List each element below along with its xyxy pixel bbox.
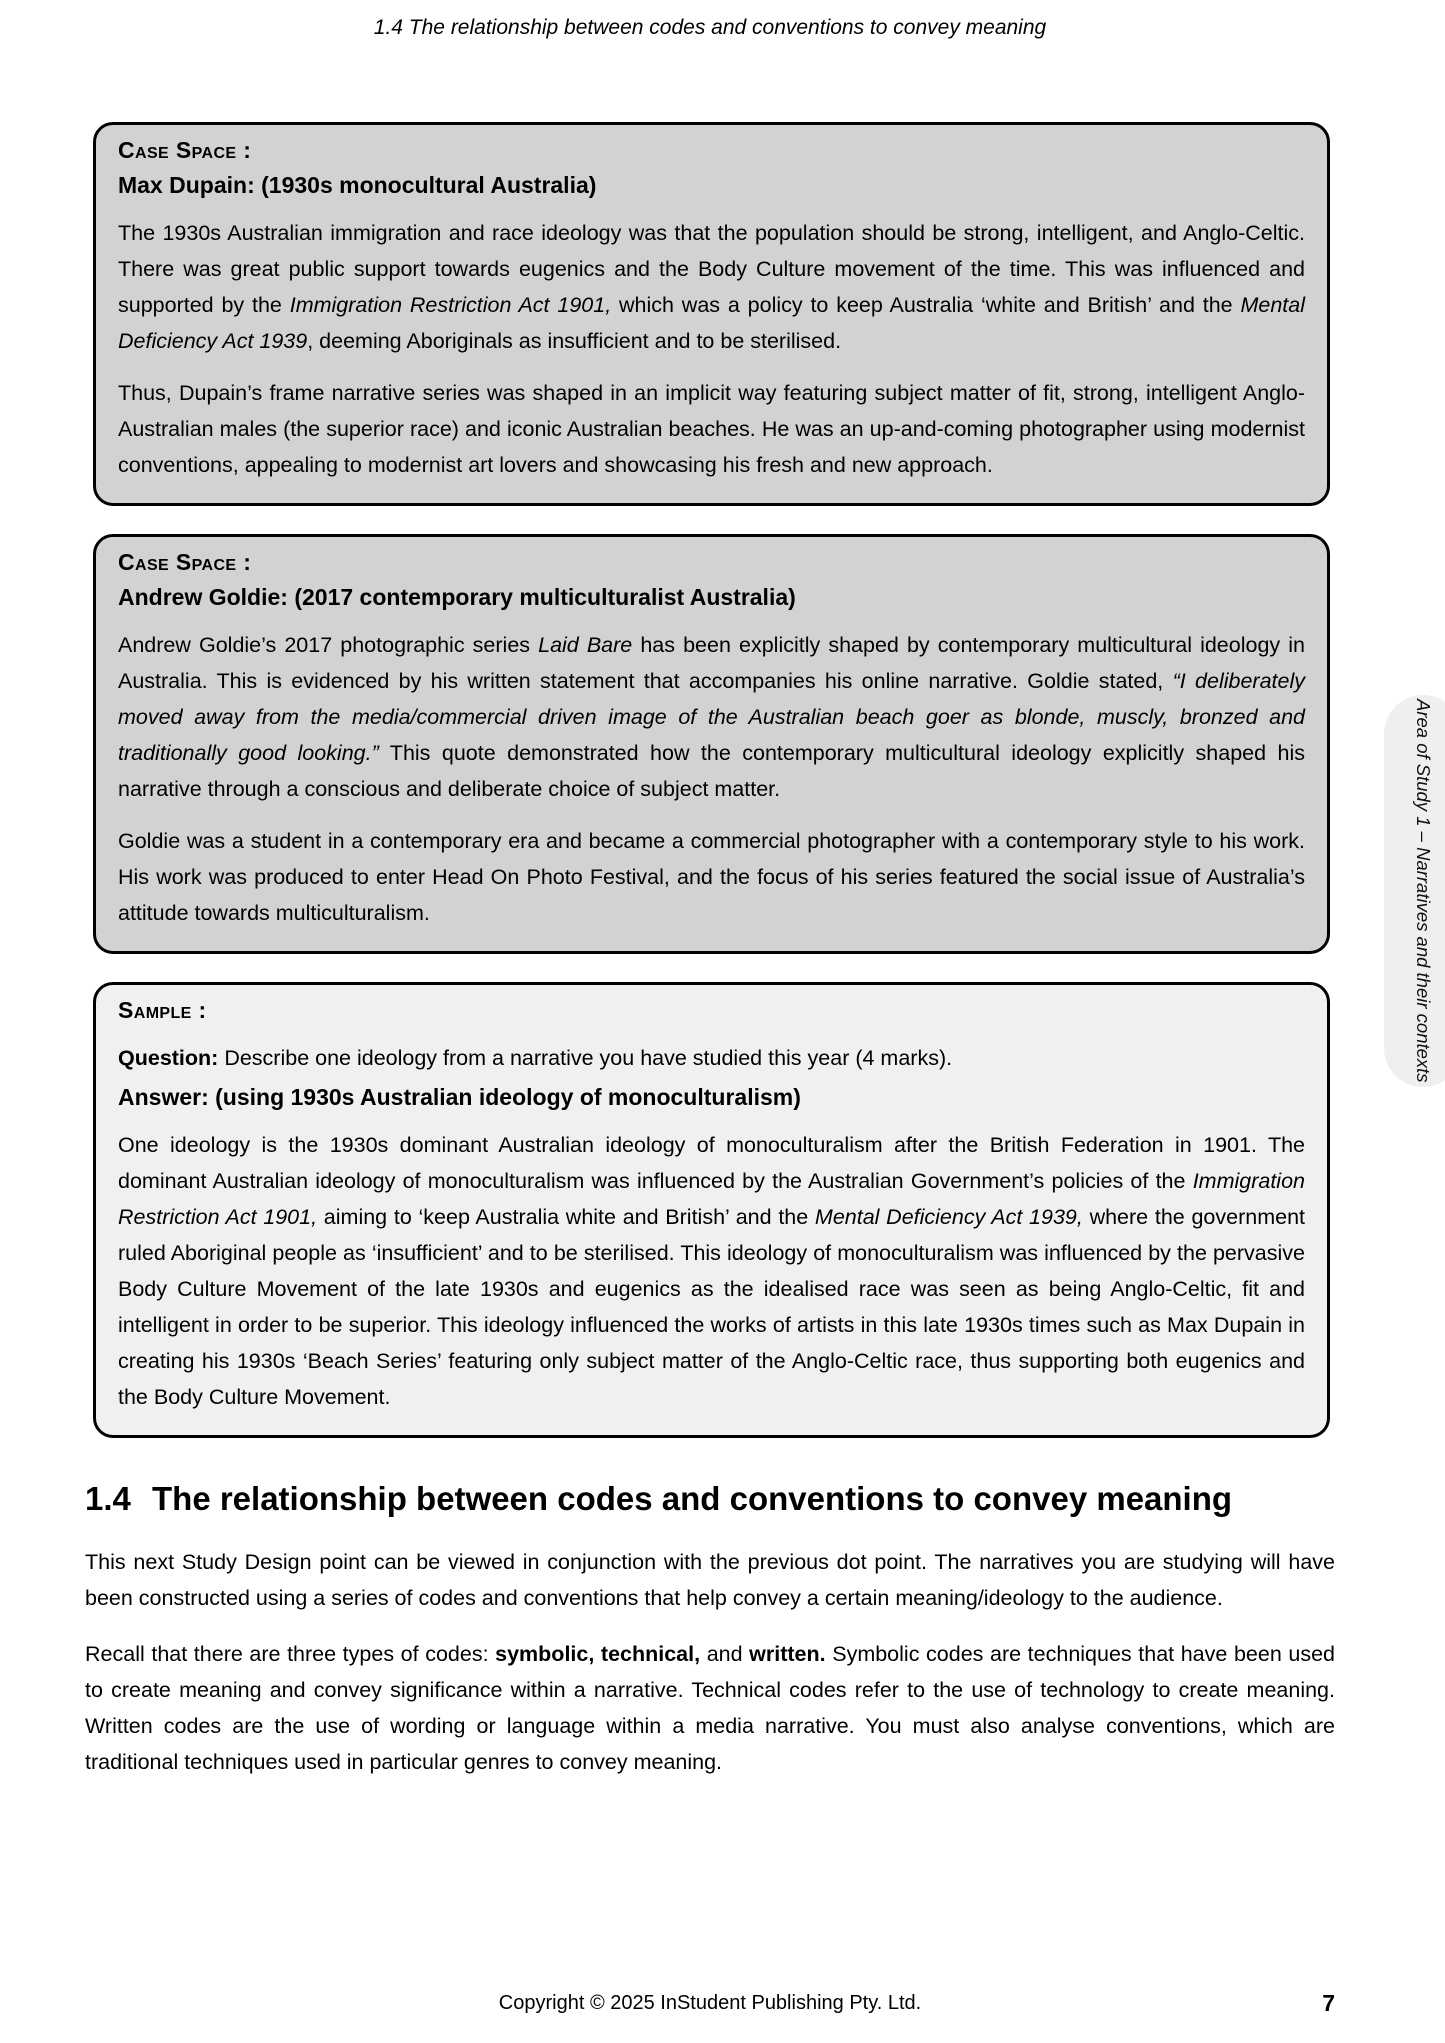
box-title: Andrew Goldie: (2017 contemporary multiculturalist Australia) [118, 584, 796, 610]
paragraph: Goldie was a student in a contemporary era and became a commercial photographer with a contemporary style to his work. His work was produced to enter Head On Photo Festival, and the focus of his series featured the social issue of Australia’s attitude towards multiculturalism. [118, 829, 1305, 925]
copyright-text: Copyright © 2025 InStudent Publishing Pty. Ltd. [498, 1992, 922, 2014]
box-label: Case Space : [118, 137, 252, 163]
sidebar-tab-label: Area of Study 1 – Narratives and their contexts [1413, 699, 1434, 1083]
box-label: Sample : [118, 997, 207, 1023]
paragraph: One ideology is the 1930s dominant Australian ideology of monoculturalism after the British Federation in 1901. The dominant Australian ideology of monoculturalism was influenced by the Australian Government’s policies of the Immigration Restriction Act 1901, aiming to ‘keep Australia white and British’ and the Mental Deficiency Act 1939, where the government ruled Aboriginal people as ‘insufficient’ and to be sterilised. This ideology of monoculturalism was influenced by the pervasive Body Culture Movement of the late 1930s and eugenics as the idealised race was seen as being Anglo-Celtic, fit and intelligent in order to be superior. This ideology influenced the works of artists in this late 1930s times such as Max Dupain in creating his 1930s ‘Beach Series’ featuring only subject matter of the Anglo-Celtic race, thus supporting both eugenics and the Body Culture Movement. [118, 1133, 1305, 1409]
box-label: Case Space : [118, 549, 252, 575]
paragraph: This next Study Design point can be viewed in conjunction with the previous dot point. The narratives you are studying will have been constructed using a series of codes and conventions that help convey a certain meaning/ideology to the audience. [85, 1550, 1335, 1610]
section-title: The relationship between codes and conventions to convey meaning [152, 1480, 1233, 1517]
paragraph: Recall that there are three types of codes: symbolic, technical, and written. Symbolic codes are techniques that have been used to create meaning and convey significance within a narrative. Technical codes refer to the use of technology to create meaning. Written codes are the use of wording or language within a media narrative. You must also analyse conventions, which are traditional techniques used in particular genres to convey meaning. [85, 1642, 1335, 1774]
case-space-box-andrew-goldie [93, 534, 1330, 954]
sample-question [118, 1040, 1305, 1076]
page-footer [85, 1992, 1335, 2015]
paragraph: The 1930s Australian immigration and race ideology was that the population should be strong, intelligent, and Anglo-Celtic. There was great public support towards eugenics and the Body Culture movement of the time. This was influenced and supported by the Immigration Restriction Act 1901, which was a policy to keep Australia ‘white and British’ and the Mental Deficiency Act 1939, deeming Aboriginals as insufficient and to be sterilised. [118, 221, 1305, 353]
running-head: 1.4 The relationship between codes and conventions to convey meaning [373, 16, 1047, 39]
page-number: 7 [1322, 1990, 1335, 2016]
section-number: 1.4 [85, 1480, 131, 1517]
area-of-study-sidebar-tab [1384, 695, 1445, 1087]
answer-heading: Answer: (using 1930s Australian ideology of monoculturalism) [118, 1084, 801, 1110]
paragraph: Thus, Dupain’s frame narrative series was shaped in an implicit way featuring subject matter of fit, strong, intelligent Anglo-Australian males (the superior race) and iconic Australian beaches. He was an up-and-coming photographer using modernist conventions, appealing to modernist art lovers and showcasing his fresh and new approach. [118, 381, 1305, 477]
paragraph: Andrew Goldie’s 2017 photographic series Laid Bare has been explicitly shaped by contemporary multicultural ideology in Australia. This is evidenced by his written statement that accompanies his online narrative. Goldie stated, “I deliberately moved away from the media/commercial driven image of the Australian beach goer as blonde, muscly, bronzed and traditionally good looking.” This quote demonstrated how the contemporary multicultural ideology explicitly shaped his narrative through a conscious and deliberate choice of subject matter. [118, 633, 1305, 801]
section-heading [85, 1474, 1335, 1524]
case-space-box-max-dupain [93, 122, 1330, 506]
sample-box [93, 982, 1330, 1438]
question-label: Question: [118, 1046, 219, 1070]
box-title: Max Dupain: (1930s monocultural Australia) [118, 172, 597, 198]
question-text: Describe one ideology from a narrative you have studied this year (4 marks). [218, 1046, 953, 1070]
content-column [85, 122, 1335, 1780]
